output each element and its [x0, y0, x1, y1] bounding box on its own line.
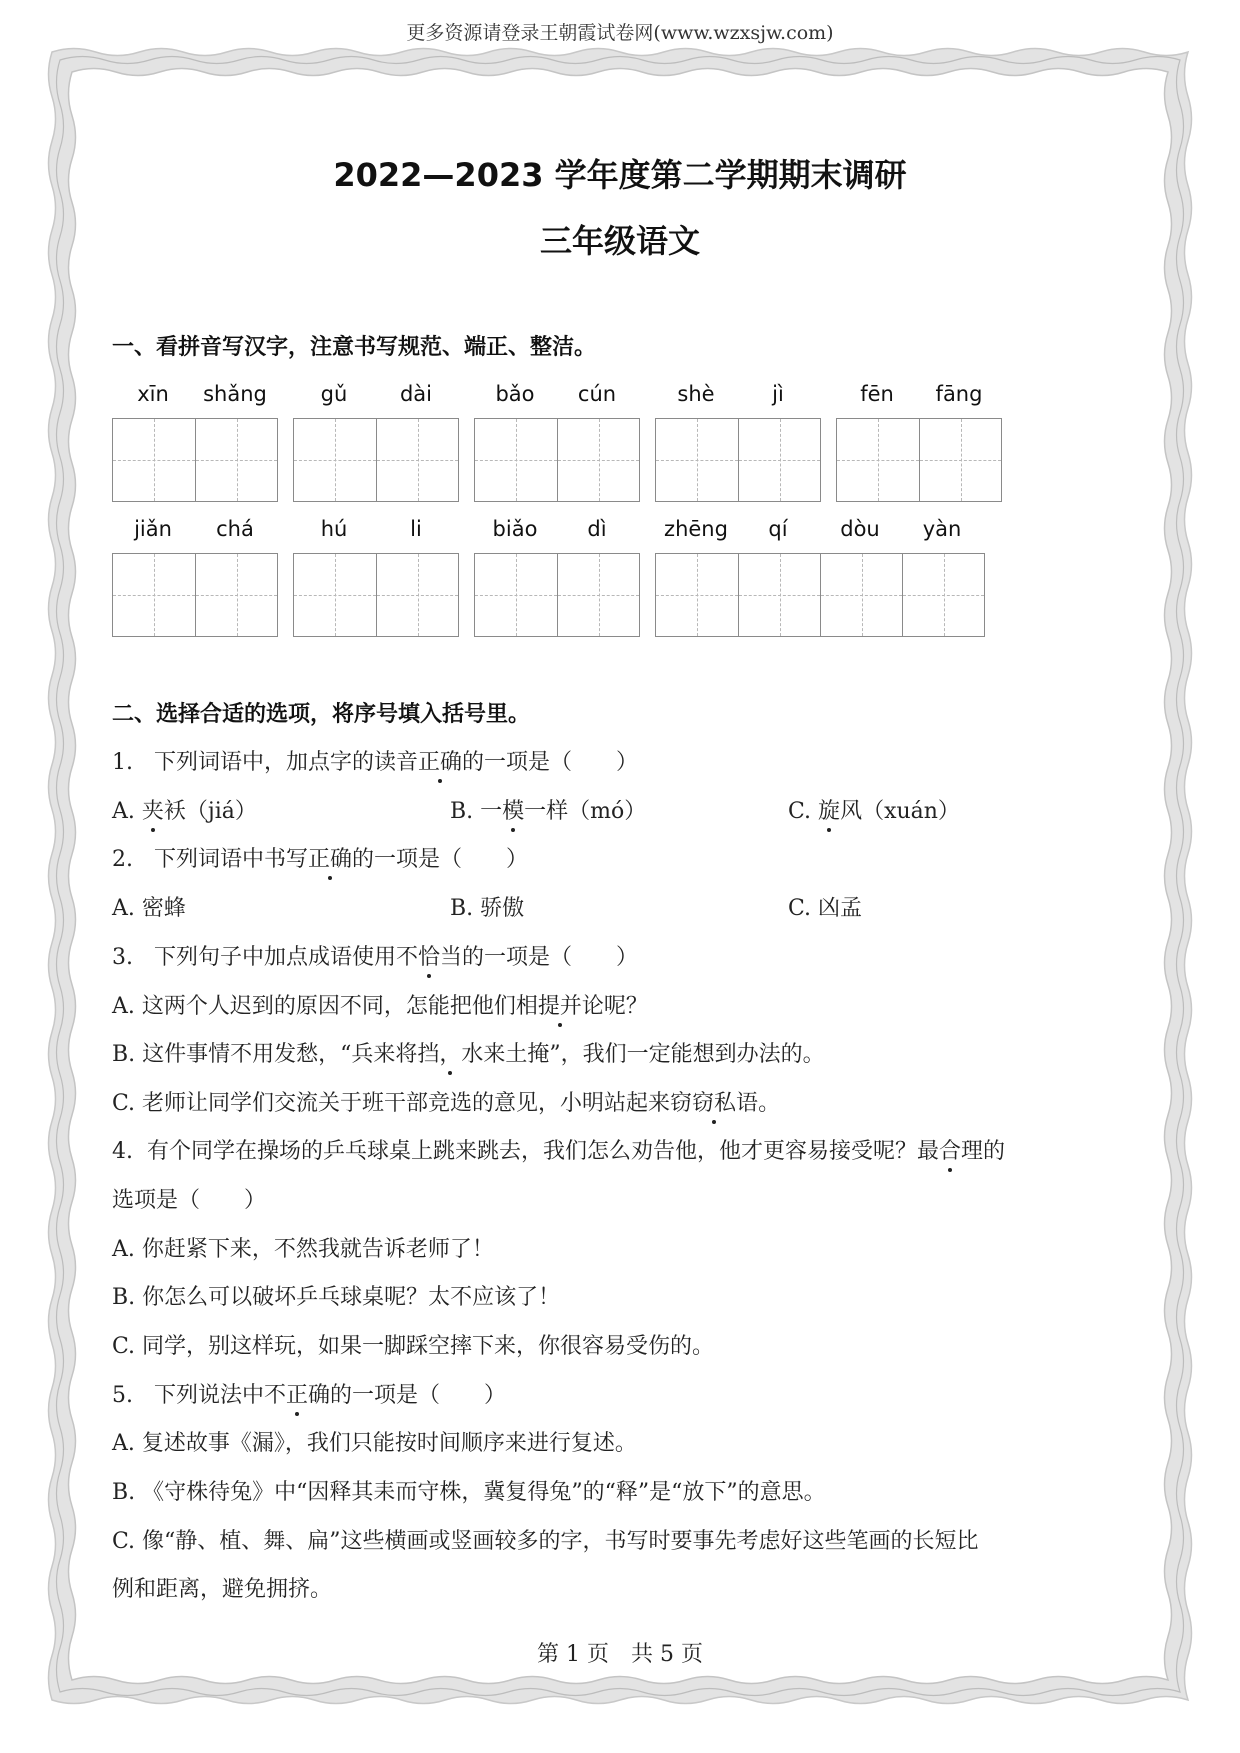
pinyin-label: shè	[677, 382, 715, 406]
tianzige-writing-cell[interactable]	[919, 419, 1001, 501]
question-text: 下列词语中，加点字的读音	[153, 750, 418, 775]
section2-heading: 二、选择合适的选项，将序号填入括号里。	[112, 702, 531, 727]
q2-option-b: B. 骄傲	[450, 896, 525, 921]
q3-option-b	[112, 1037, 825, 1068]
question-number: 2.	[112, 847, 133, 872]
question-3	[112, 940, 638, 971]
option-text: C. 老师让同学们交流关于班干部竞选的意见，小明站起来	[112, 1091, 671, 1116]
emphasis-dotted: 夹	[142, 794, 164, 825]
writing-box-group	[836, 418, 1002, 502]
pinyin-label: xīn	[137, 382, 169, 406]
section1-heading: 一、看拼音写汉字，注意书写规范、端正、整洁。	[112, 335, 597, 360]
tianzige-writing-cell[interactable]	[902, 554, 984, 636]
option-text: 呢？	[603, 994, 648, 1019]
q4-option-a: A. 你赶紧下来，不然我就告诉老师了！	[112, 1237, 494, 1262]
pinyin-label: biǎo	[492, 517, 538, 541]
option-text: 风（xuán）	[840, 799, 960, 824]
pinyin-label: yàn	[922, 517, 962, 541]
pinyin-label: bǎo	[495, 382, 535, 406]
pinyin-label: dòu	[840, 517, 880, 541]
question-number: 5.	[112, 1383, 133, 1408]
q5-option-c-line2: 例和距离，避免拥挤。	[112, 1577, 333, 1602]
question-text: 下列词语中书写	[153, 847, 308, 872]
pinyin-label: dài	[399, 382, 433, 406]
question-number: 4.	[112, 1139, 133, 1164]
q5-option-b: B. 《守株待兔》中“因释其耒而守株，冀复得兔”的“释”是“放下”的意思。	[112, 1480, 826, 1505]
question-5	[112, 1378, 506, 1409]
option-label: C.	[788, 799, 819, 824]
option-text: B. 这件事情不用发愁，“	[112, 1042, 352, 1067]
tianzige-writing-cell[interactable]	[475, 554, 557, 636]
question-text: 的一项是（ ）	[352, 847, 529, 872]
tianzige-writing-cell[interactable]	[820, 554, 902, 636]
question-4-continued: 选项是（ ）	[112, 1188, 267, 1213]
writing-box-group	[655, 418, 821, 502]
emphasis-dotted: 正确	[308, 842, 352, 873]
question-1	[112, 745, 638, 776]
tianzige-writing-cell[interactable]	[656, 419, 738, 501]
exam-title: 2022—2023 学年度第二学期期末调研	[333, 156, 907, 194]
pinyin-label: dì	[587, 517, 607, 541]
question-number: 3.	[112, 945, 133, 970]
tianzige-writing-cell[interactable]	[195, 554, 277, 636]
tianzige-writing-cell[interactable]	[738, 419, 820, 501]
q1-option-a	[112, 794, 257, 825]
question-text: 有个同学在操场的乒乓球桌上跳来跳去，我们怎么劝告他，他才更容易接受呢？	[147, 1139, 918, 1164]
tianzige-writing-cell[interactable]	[837, 419, 919, 501]
q1-option-b	[450, 794, 646, 825]
question-4	[112, 1134, 1005, 1165]
question-text: 的	[983, 1139, 1006, 1164]
emphasis-dotted: 窃窃私语	[670, 1086, 758, 1117]
tianzige-writing-cell[interactable]	[113, 554, 195, 636]
q3-option-c	[112, 1086, 780, 1117]
option-text: 袄（jiá）	[163, 799, 257, 824]
tianzige-writing-cell[interactable]	[113, 419, 195, 501]
emphasis-dotted: 不正确	[264, 1378, 330, 1409]
exam-subtitle: 三年级语文	[539, 222, 700, 260]
option-text: 。	[758, 1091, 781, 1116]
emphasis-dotted: 不恰当	[396, 940, 462, 971]
question-2	[112, 842, 528, 873]
option-label: A.	[112, 799, 142, 824]
writing-box-group	[293, 553, 459, 637]
q4-option-c: C. 同学，别这样玩，如果一脚踩空摔下来，你很容易受伤的。	[112, 1334, 715, 1359]
tianzige-writing-cell[interactable]	[656, 554, 738, 636]
pinyin-label: fāng	[935, 382, 983, 406]
pinyin-label: hú	[320, 517, 348, 541]
writing-box-group	[112, 553, 278, 637]
pinyin-label: cún	[577, 382, 617, 406]
emphasis-dotted: 模	[502, 794, 524, 825]
pinyin-label: li	[410, 517, 422, 541]
pinyin-label: shǎng	[203, 382, 267, 406]
page-footer: 第 1 页 共 5 页	[537, 1642, 703, 1667]
option-text: A. 这两个人迟到的原因不同，怎能把他们	[112, 994, 516, 1019]
q2-option-c: C. 凶孟	[788, 896, 863, 921]
emphasis-dotted: 正确	[418, 745, 462, 776]
question-text: 的一项是（ ）	[462, 750, 639, 775]
option-text: 一样（mó）	[524, 799, 647, 824]
pinyin-label: gǔ	[320, 382, 348, 406]
writing-box-group	[474, 553, 640, 637]
writing-box-group	[112, 418, 278, 502]
writing-box-group	[655, 553, 985, 637]
pinyin-label: qí	[768, 517, 788, 541]
writing-box-group	[293, 418, 459, 502]
pinyin-label: fēn	[860, 382, 894, 406]
question-text: 下列句子中加点成语使用	[153, 945, 396, 970]
pinyin-label: jì	[772, 382, 784, 406]
q4-option-b: B. 你怎么可以破坏乒乓球桌呢？太不应该了！	[112, 1285, 561, 1310]
tianzige-writing-cell[interactable]	[376, 419, 458, 501]
q3-option-a	[112, 989, 648, 1020]
option-label: B. 一	[450, 799, 503, 824]
pinyin-label: chá	[216, 517, 254, 541]
question-text: 下列说法中	[153, 1383, 264, 1408]
emphasis-dotted: 相提并论	[516, 989, 604, 1020]
tianzige-writing-cell[interactable]	[557, 419, 639, 501]
pinyin-label: jiǎn	[134, 517, 172, 541]
question-text: 的一项是（ ）	[330, 1383, 507, 1408]
emphasis-dotted: 最合理	[917, 1134, 983, 1165]
tianzige-writing-cell[interactable]	[738, 554, 820, 636]
pinyin-label: zhēng	[664, 517, 728, 541]
tianzige-writing-cell[interactable]	[195, 419, 277, 501]
q2-option-a: A. 密蜂	[112, 896, 186, 921]
emphasis-dotted: 兵来将挡，水来土掩	[351, 1037, 549, 1068]
q1-option-c	[788, 794, 960, 825]
question-text: 的一项是（ ）	[462, 945, 639, 970]
tianzige-writing-cell[interactable]	[475, 419, 557, 501]
tianzige-writing-cell[interactable]	[294, 554, 376, 636]
q5-option-a: A. 复述故事《漏》，我们只能按时间顺序来进行复述。	[112, 1431, 637, 1456]
tianzige-writing-cell[interactable]	[557, 554, 639, 636]
site-header: 更多资源请登录王朝霞试卷网(www.wzxsjw.com)	[406, 22, 834, 44]
q5-option-c-line1: C. 像“静、植、舞、扁”这些横画或竖画较多的字，书写时要事先考虑好这些笔画的长短比	[112, 1529, 979, 1554]
writing-box-group	[474, 418, 640, 502]
question-number: 1.	[112, 750, 133, 775]
emphasis-dotted: 旋	[818, 794, 840, 825]
option-text: ”，我们一定能想到办法的。	[549, 1042, 825, 1067]
tianzige-writing-cell[interactable]	[294, 419, 376, 501]
tianzige-writing-cell[interactable]	[376, 554, 458, 636]
